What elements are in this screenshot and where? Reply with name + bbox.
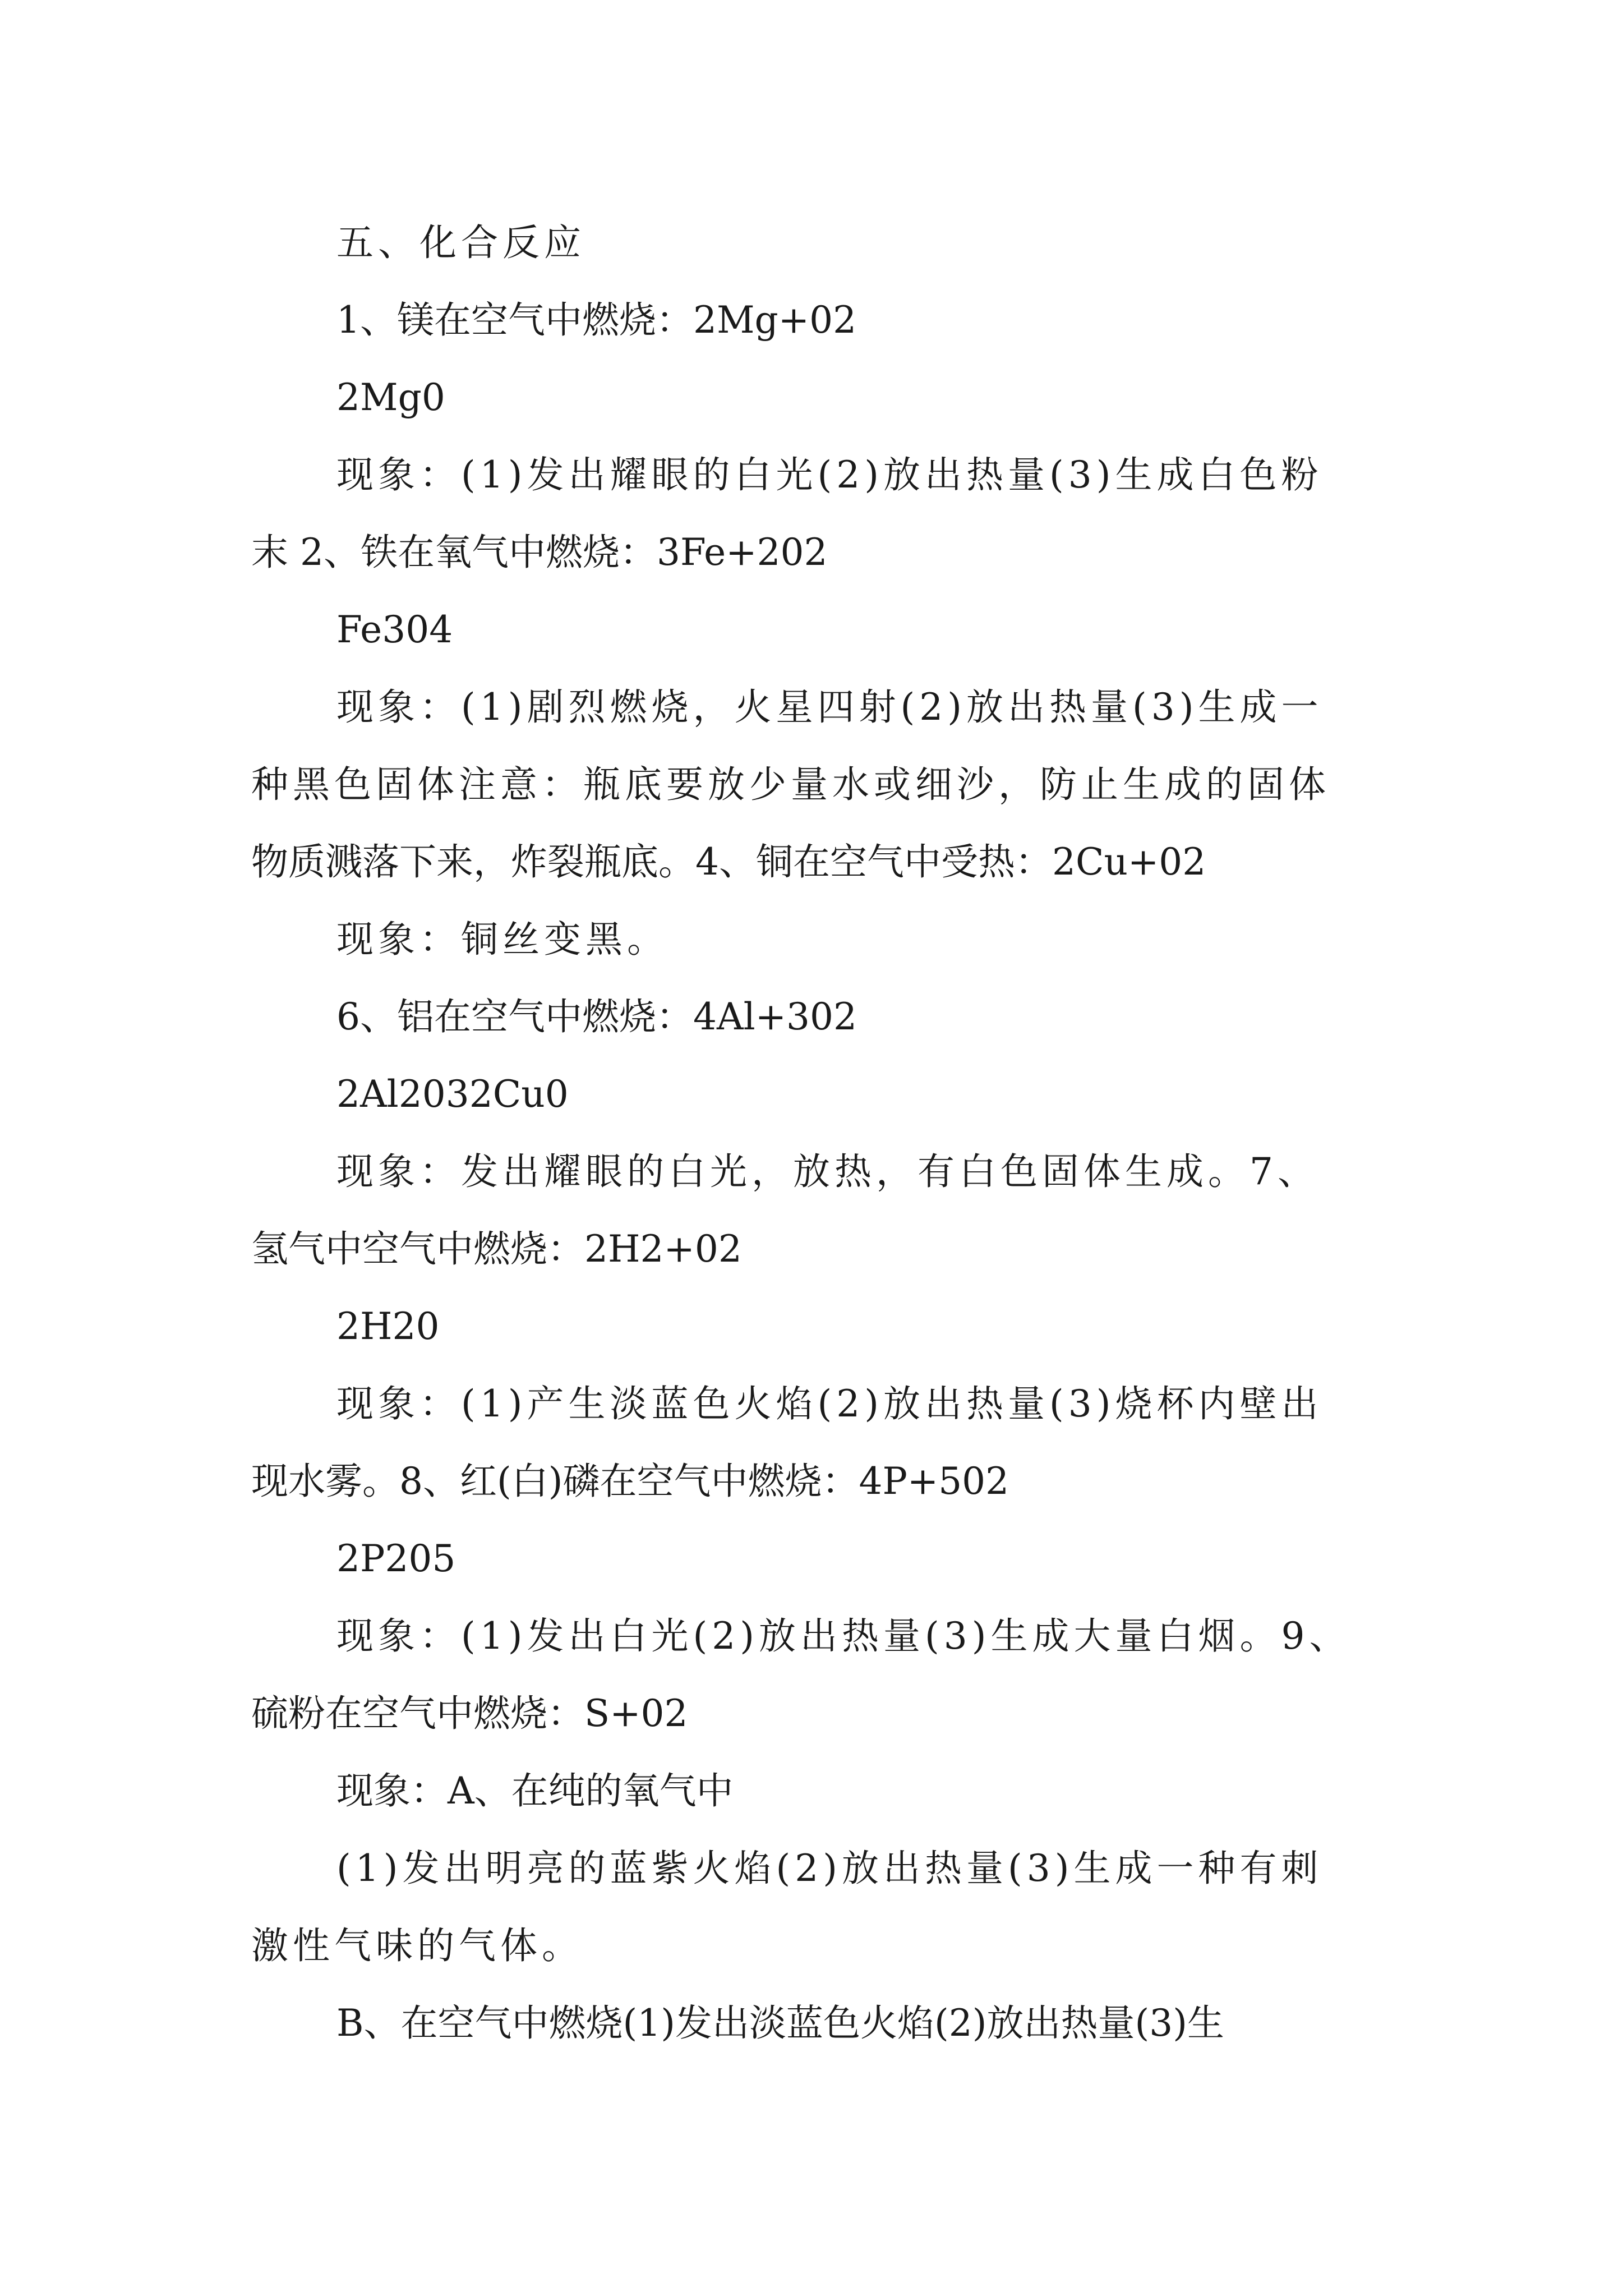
text-line: Fe304 <box>336 608 453 651</box>
text-line: 2P205 <box>336 1537 456 1580</box>
text-line: 激性气味的气体。 <box>251 1924 583 1967</box>
text-line: B、在空气中燃烧(1)发出淡蓝色火焰(2)放出热量(3)生 <box>336 2001 1224 2045</box>
text-line: 1、镁在空气中燃烧：2Mg+02 <box>336 298 857 342</box>
text-line: 现象：(1)发出耀眼的白光(2)放出热量(3)生成白色粉 <box>336 453 1323 496</box>
text-line: 硫粉在空气中燃烧：S+02 <box>251 1692 688 1735</box>
text-line: 2H20 <box>336 1305 440 1348</box>
text-line: 种黑色固体注意：瓶底要放少量水或细沙，防止生成的固体 <box>251 763 1330 806</box>
text-line: 现水雾。8、红(白)磷在空气中燃烧：4P+502 <box>251 1460 1009 1503</box>
section-heading: 五、化合反应 <box>336 221 585 264</box>
text-line: 现象：(1)发出白光(2)放出热量(3)生成大量白烟。9、 <box>336 1614 1351 1658</box>
text-line: 现象：A、在纯的氧气中 <box>336 1769 734 1812</box>
text-line: 物质溅落下来，炸裂瓶底。4、铜在空气中受热：2Cu+02 <box>251 840 1206 884</box>
text-line: 现象：发出耀眼的白光，放热，有白色固体生成。7、 <box>336 1150 1319 1193</box>
text-line: 2Mg0 <box>336 376 445 419</box>
text-line: 现象：(1)产生淡蓝色火焰(2)放出热量(3)烧杯内壁出 <box>336 1382 1323 1425</box>
text-line: (1)发出明亮的蓝紫火焰(2)放出热量(3)生成一种有刺 <box>336 1847 1323 1890</box>
text-line: 氢气中空气中燃烧：2H2+02 <box>251 1227 742 1271</box>
text-line: 现象：铜丝变黑。 <box>336 918 668 961</box>
text-line: 2Al2032Cu0 <box>336 1073 569 1116</box>
text-line: 6、铝在空气中燃烧：4Al+302 <box>336 995 857 1038</box>
text-line: 末 2、铁在氧气中燃烧：3Fe+202 <box>251 531 828 574</box>
text-line: 现象：(1)剧烈燃烧，火星四射(2)放出热量(3)生成一 <box>336 685 1323 729</box>
